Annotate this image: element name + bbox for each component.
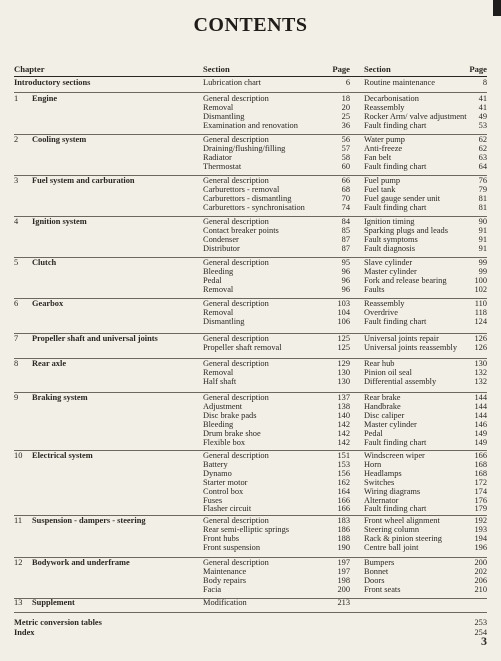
section-page: 151 [337, 451, 350, 460]
section-entry: General description [203, 451, 269, 460]
section-page: 18 [341, 94, 350, 103]
section-entry-right: Master cylinder [364, 419, 417, 429]
section-entry: Removal [203, 367, 234, 377]
section-page: 156 [337, 468, 350, 478]
section-entry-right: Slave cylinder [364, 258, 413, 267]
section-page-right: 63 [478, 152, 487, 162]
section-entry: Contact breaker points [203, 225, 279, 235]
section-entry: Rear semi-elliptic springs [203, 524, 290, 534]
section-page-right: 90 [478, 217, 487, 226]
section-entry-right: Fault finding chart [364, 161, 427, 171]
chapter-name: Suspension - dampers - steering [32, 516, 146, 525]
section-entry-right: Universal joints reassembly [364, 342, 458, 352]
chapter-block [14, 516, 487, 558]
back-matter-row [14, 618, 487, 628]
section-entry-right: Steering column [364, 524, 420, 534]
chapter-number: 3 [14, 176, 19, 185]
section-entry: Front hubs [203, 533, 240, 543]
section-entry: General description [203, 359, 269, 368]
section-page-right: 146 [474, 419, 487, 429]
chapter-number: 12 [14, 558, 23, 567]
section-entry: Half shaft [203, 376, 237, 386]
section-entry-right: Centre ball joint [364, 542, 419, 552]
section-entry: General description [203, 558, 269, 567]
section-page-right: 41 [478, 94, 487, 103]
section-entry: Body repairs [203, 575, 247, 585]
section-page: 57 [341, 143, 350, 153]
chapter-number: 8 [14, 359, 19, 368]
section-page: 183 [337, 516, 350, 525]
section-page: 138 [337, 401, 350, 411]
chapter-number: 5 [14, 258, 19, 267]
section-entry-right: Fan belt [364, 152, 392, 162]
header-page: Page [332, 64, 350, 74]
chapter-number: 1 [14, 94, 19, 103]
section-entry: General description [203, 516, 269, 525]
section-page-right: 81 [478, 202, 487, 212]
section-entry-right: Anti-freeze [364, 143, 403, 153]
intro-chapter-name: Introductory sections [14, 78, 91, 87]
section-entry-right: Windscreen wiper [364, 451, 425, 460]
section-entry: Removal [203, 307, 234, 317]
section-entry-right: Horn [364, 459, 382, 469]
section-entry: General description [203, 176, 269, 185]
chapter-block [14, 258, 487, 299]
section-entry: Radiator [203, 152, 232, 162]
chapter-block [14, 94, 487, 135]
section-entry-right: Front wheel alignment [364, 516, 440, 525]
chapter-block [14, 299, 487, 334]
section-page: 142 [337, 419, 350, 429]
section-page: 85 [341, 225, 350, 235]
section-page-right: 126 [474, 334, 487, 343]
back-matter-page: 254 [474, 628, 487, 637]
section-entry: Dynamo [203, 468, 232, 478]
section-entry-right: Fuel tank [364, 184, 396, 194]
section-entry-right: Rack & pinion steering [364, 533, 442, 543]
section-entry-right: Fuel gauge sender unit [364, 193, 441, 203]
section-entry: Propeller shaft removal [203, 342, 282, 352]
intro-section-2: Routine maintenance [364, 78, 435, 87]
section-entry: Adjustment [203, 401, 243, 411]
section-entry: Front suspension [203, 542, 261, 552]
section-page-right: 166 [474, 451, 487, 460]
section-entry-right: Fork and release bearing [364, 275, 447, 285]
chapter-number: 4 [14, 217, 19, 226]
section-page: 60 [341, 161, 350, 171]
chapter-block [14, 334, 487, 359]
section-page: 36 [341, 120, 350, 130]
back-matter-label: Metric conversion tables [14, 618, 102, 627]
chapter-name: Braking system [32, 393, 88, 402]
section-entry: Removal [203, 102, 234, 112]
section-entry-right: Reassembly [364, 299, 405, 308]
section-page: 164 [337, 486, 350, 496]
section-entry: Control box [203, 486, 244, 496]
section-page: 68 [341, 184, 350, 194]
section-page-right: 144 [474, 410, 487, 420]
section-page-right: 79 [478, 184, 487, 194]
section-entry: Pedal [203, 275, 222, 285]
section-entry-right: Rear brake [364, 393, 401, 402]
section-entry-right: Faults [364, 284, 385, 294]
chapter-block [14, 217, 487, 258]
chapter-number: 9 [14, 393, 19, 402]
section-page: 142 [337, 437, 350, 447]
section-page: 96 [341, 284, 350, 294]
section-page-right: 149 [474, 428, 487, 438]
back-matter-row [14, 628, 487, 638]
chapter-number: 13 [14, 598, 23, 607]
section-page: 197 [337, 558, 350, 567]
chapter-name: Propeller shaft and universal joints [32, 334, 158, 343]
section-entry-right: Universal joints repair [364, 334, 439, 343]
section-page-right: 110 [474, 299, 487, 308]
section-page: 104 [337, 307, 350, 317]
section-page-right: 126 [474, 342, 487, 352]
section-entry: Battery [203, 459, 228, 469]
chapter-block [14, 359, 487, 393]
section-page-right: 99 [478, 258, 487, 267]
section-page-right: 100 [474, 275, 487, 285]
section-page: 125 [337, 342, 350, 352]
intro-page-2: 8 [482, 78, 487, 87]
section-page: 153 [337, 459, 350, 469]
section-page: 200 [337, 584, 350, 594]
section-entry: Removal [203, 284, 234, 294]
header-section-2: Section [364, 64, 391, 74]
section-entry: Carburettors - synchronisation [203, 202, 305, 212]
section-page: 106 [337, 316, 350, 326]
section-page-right: 62 [478, 135, 487, 144]
section-entry-right: Fault finding chart [364, 316, 427, 326]
section-page-right: 168 [474, 468, 487, 478]
chapter-name: Rear axle [32, 359, 67, 368]
back-matter-label: Index [14, 628, 35, 637]
section-page: 130 [337, 367, 350, 377]
section-entry: Examination and renovation [203, 120, 298, 130]
section-entry-right: Fault finding chart [364, 202, 427, 212]
section-entry: Modification [203, 598, 247, 607]
section-entry: Dismantling [203, 111, 245, 121]
chapter-block [14, 393, 487, 451]
section-page: 66 [341, 176, 350, 185]
section-page: 84 [341, 217, 350, 226]
section-entry-right: Water pump [364, 135, 405, 144]
chapter-name: Gearbox [32, 299, 64, 308]
page-number: 3 [481, 634, 487, 648]
section-entry-right: Overdrive [364, 307, 398, 317]
chapter-block [14, 451, 487, 516]
section-page-right: 168 [474, 459, 487, 469]
chapter-name: Clutch [32, 258, 57, 267]
section-entry-right: Rocker Arm/ valve adjustment [364, 111, 467, 121]
section-page: 87 [341, 234, 350, 244]
section-page-right: 192 [474, 516, 487, 525]
chapter-number: 2 [14, 135, 19, 144]
section-page: 87 [341, 243, 350, 253]
section-entry-right: Pinion oil seal [364, 367, 412, 377]
chapter-block [14, 176, 487, 217]
section-entry-right: Differential assembly [364, 376, 437, 386]
section-entry: Bleeding [203, 266, 234, 276]
section-entry: Carburettors - removal [203, 184, 280, 194]
section-entry: Maintenance [203, 566, 247, 576]
section-entry-right: Sparking plugs and leads [364, 225, 448, 235]
section-page-right: 99 [478, 266, 487, 276]
section-page: 125 [337, 334, 350, 343]
section-page-right: 91 [478, 243, 487, 253]
section-page: 103 [337, 299, 350, 308]
section-entry: General description [203, 258, 269, 267]
section-entry-right: Fault symptoms [364, 234, 418, 244]
chapter-block-intro [14, 78, 487, 93]
section-page-right: 144 [474, 393, 487, 402]
section-entry-right: Headlamps [364, 468, 402, 478]
section-page: 166 [337, 495, 350, 505]
section-entry: Draining/flushing/filling [203, 143, 286, 153]
section-entry: Disc brake pads [203, 410, 257, 420]
table-header [14, 64, 487, 77]
section-page-right: 118 [474, 307, 487, 317]
section-page: 58 [341, 152, 350, 162]
section-page-right: 53 [478, 120, 487, 130]
section-page-right: 62 [478, 143, 487, 153]
section-page-right: 132 [474, 376, 487, 386]
chapter-name: Supplement [32, 598, 75, 607]
section-page: 130 [337, 376, 350, 386]
section-page: 213 [337, 598, 350, 607]
section-page-right: 200 [474, 558, 487, 567]
chapter-number: 11 [14, 516, 23, 525]
chapter-name: Engine [32, 94, 58, 103]
section-entry: Distributor [203, 243, 240, 253]
section-entry-right: Fault finding chart [364, 120, 427, 130]
section-page-right: 149 [474, 437, 487, 447]
section-entry: General description [203, 217, 269, 226]
section-page-right: 130 [474, 359, 487, 368]
chapter-name: Cooling system [32, 135, 87, 144]
back-matter-page: 253 [474, 618, 487, 627]
section-page-right: 202 [474, 566, 487, 576]
section-page: 137 [337, 393, 350, 402]
section-entry: Thermostat [203, 161, 242, 171]
section-entry-right: Doors [364, 575, 385, 585]
chapter-number: 7 [14, 334, 19, 343]
section-page-right: 91 [478, 225, 487, 235]
section-entry-right: Alternator [364, 495, 399, 505]
section-page-right: 76 [478, 176, 487, 185]
section-page-right: 176 [474, 495, 487, 505]
intro-section-1: Lubrication chart [203, 78, 261, 87]
section-entry: Carburettors - dismantling [203, 193, 292, 203]
section-page-right: 41 [478, 102, 487, 112]
section-page-right: 206 [474, 575, 487, 585]
section-page-right: 194 [474, 533, 487, 543]
section-entry-right: Fault finding chart [364, 437, 427, 447]
section-page-right: 132 [474, 367, 487, 377]
section-page-right: 81 [478, 193, 487, 203]
section-page: 20 [341, 102, 350, 112]
section-page: 96 [341, 266, 350, 276]
section-entry-right: Bumpers [364, 558, 395, 567]
section-page-right: 174 [474, 486, 487, 496]
intro-page-1: 6 [345, 78, 350, 87]
section-page-right: 144 [474, 401, 487, 411]
section-entry-right: Bonnet [364, 566, 389, 576]
section-page-right: 124 [474, 316, 487, 326]
section-page-right: 91 [478, 234, 487, 244]
section-page-right: 64 [478, 161, 487, 171]
chapter-block [14, 558, 487, 599]
section-page: 95 [341, 258, 350, 267]
section-page: 74 [341, 202, 350, 212]
section-entry-right: Master cylinder [364, 266, 417, 276]
section-entry-right: Rear hub [364, 359, 395, 368]
section-entry-right: Pedal [364, 428, 383, 438]
section-entry: Bleeding [203, 419, 234, 429]
header-chapter: Chapter [14, 64, 45, 74]
section-page: 70 [341, 193, 350, 203]
chapter-name: Fuel system and carburation [32, 176, 135, 185]
section-entry-right: Reassembly [364, 102, 405, 112]
section-entry-right: Wiring diagrams [364, 486, 421, 496]
section-page: 142 [337, 428, 350, 438]
chapter-name: Electrical system [32, 451, 93, 460]
section-page-right: 102 [474, 284, 487, 294]
section-entry: General description [203, 334, 269, 343]
section-entry: Flasher circuit [203, 504, 252, 514]
chapter-block [14, 598, 487, 613]
section-entry-right: Front seats [364, 584, 401, 594]
chapter-block [14, 135, 487, 176]
section-page: 96 [341, 275, 350, 285]
section-entry-right: Fault diagnosis [364, 243, 415, 253]
section-entry: Facia [203, 584, 222, 594]
chapter-number: 6 [14, 299, 19, 308]
section-entry-right: Disc caliper [364, 410, 405, 420]
section-page: 25 [341, 111, 350, 121]
section-page: 166 [337, 504, 350, 514]
header-page-2: Page [469, 64, 487, 74]
section-page: 190 [337, 542, 350, 552]
section-entry-right: Fuel pump [364, 176, 401, 185]
section-page: 197 [337, 566, 350, 576]
section-page: 188 [337, 533, 350, 543]
section-entry: Fuses [203, 495, 223, 505]
section-entry-right: Handbrake [364, 401, 401, 411]
header-section: Section [203, 64, 230, 74]
section-page: 198 [337, 575, 350, 585]
chapter-number: 10 [14, 451, 23, 460]
section-page: 129 [337, 359, 350, 368]
section-entry: Flexible box [203, 437, 246, 447]
chapter-name: Ignition system [32, 217, 87, 226]
section-page: 56 [341, 135, 350, 144]
section-page-right: 179 [474, 504, 487, 514]
section-entry-right: Decarbonisation [364, 94, 419, 103]
section-page-right: 172 [474, 477, 487, 487]
section-page-right: 193 [474, 524, 487, 534]
section-entry: General description [203, 135, 269, 144]
section-entry-right: Fault finding chart [364, 504, 427, 514]
section-page-right: 210 [474, 584, 487, 594]
section-page: 186 [337, 524, 350, 534]
section-entry: General description [203, 94, 269, 103]
section-page-right: 196 [474, 542, 487, 552]
section-page-right: 49 [478, 111, 487, 121]
page-title: CONTENTS [193, 14, 308, 36]
section-page: 162 [337, 477, 350, 487]
section-entry: Condenser [203, 234, 239, 244]
section-entry: Starter motor [203, 477, 248, 487]
section-entry: General description [203, 393, 269, 402]
section-page: 140 [337, 410, 350, 420]
section-entry: General description [203, 299, 269, 308]
section-entry: Dismantling [203, 316, 245, 326]
chapter-name: Bodywork and underframe [32, 558, 130, 567]
section-entry-right: Ignition timing [364, 217, 415, 226]
section-entry-right: Switches [364, 477, 395, 487]
section-entry: Drum brake shoe [203, 428, 261, 438]
